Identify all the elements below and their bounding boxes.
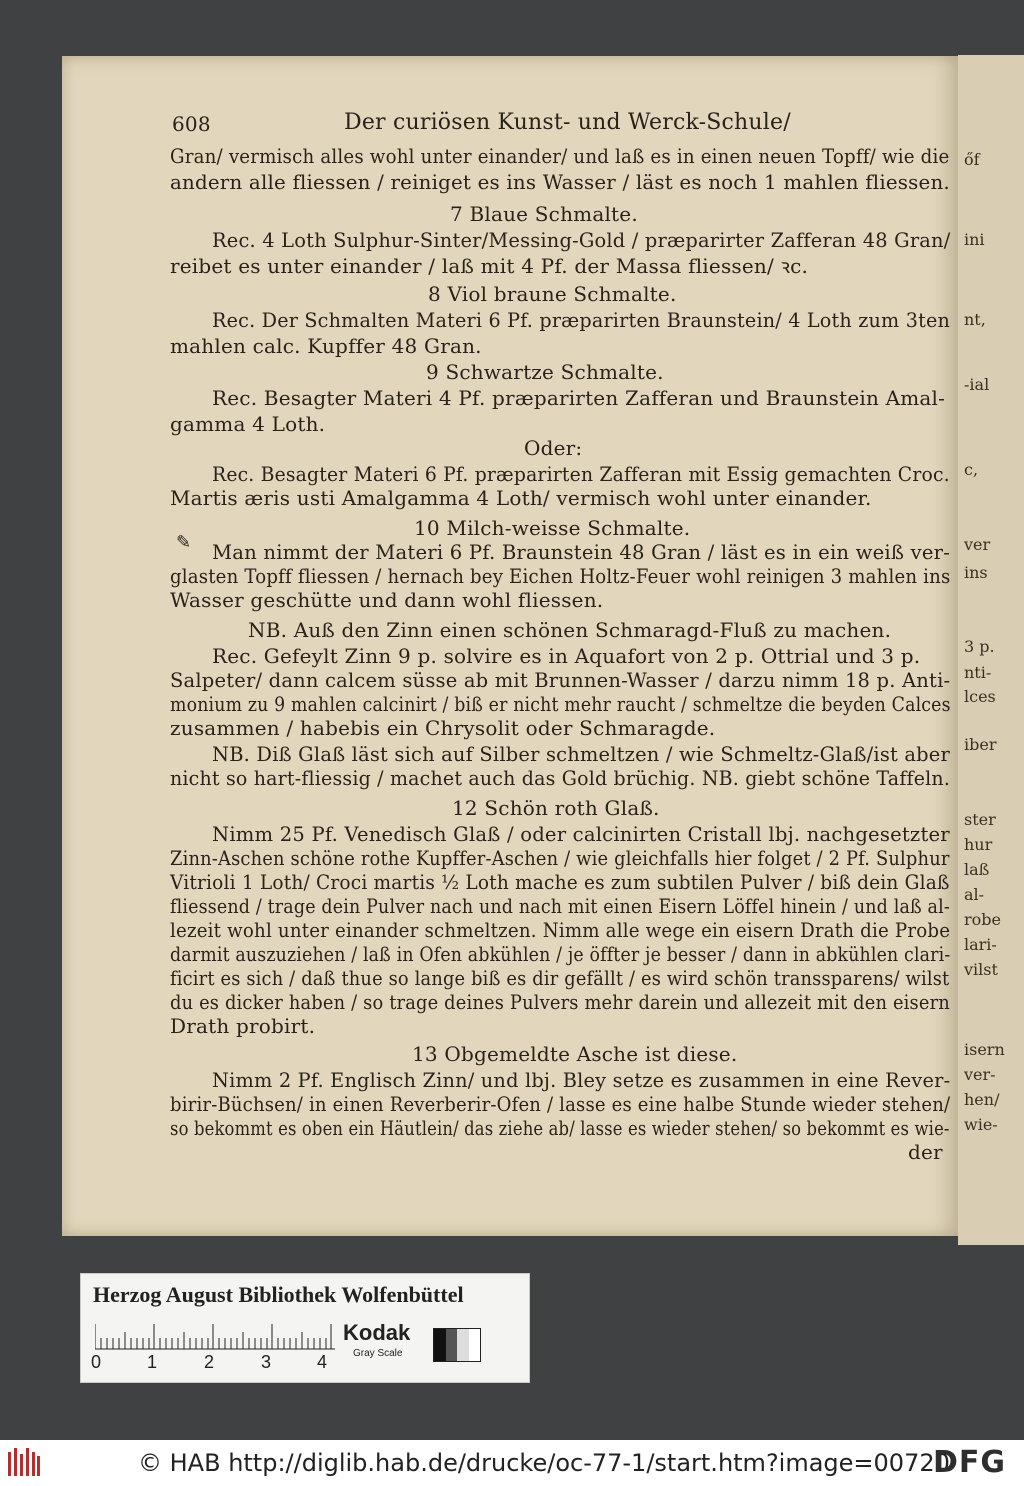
library-name: Herzog August Bibliothek Wolfenbüttel <box>93 1282 464 1307</box>
facing-page-fragment: iber <box>964 735 997 754</box>
facing-page-edge <box>958 55 1024 1245</box>
facing-page-fragment: hen/ <box>964 1090 1000 1109</box>
text-line: ficirt es sich / daß thue so lange biß es dir gefällt / es wird schön transsparens/ wilst <box>170 966 950 990</box>
text-line: Drath probirt. <box>170 1014 316 1038</box>
text-line: Rec. Der Schmalten Materi 6 Pf. præparirten Braunstein/ 4 Loth zum 3ten <box>212 308 951 332</box>
text-line: monium zu 9 mahlen calcinirt / biß er nicht mehr raucht / schmeltze die beyden Calces <box>170 692 951 716</box>
text-line: Wasser geschütte und dann wohl fliessen. <box>170 588 604 612</box>
facing-page-fragment: ster <box>964 810 996 829</box>
section-heading: 10 Milch-weisse Schmalte. <box>414 516 691 540</box>
facing-page-fragment: vilst <box>964 960 998 979</box>
text-line: reibet es unter einander / laß mit 4 Pf. der Massa fliessen/ ꝛc. <box>170 254 809 278</box>
text-line: Nimm 2 Pf. Englisch Zinn/ und lbj. Bley setze es zusammen in eine Rever- <box>212 1068 951 1092</box>
kodak-brand: Kodak <box>343 1320 411 1345</box>
text-line: Man nimmt der Materi 6 Pf. Braunstein 48 Gran / läst es in ein weiß ver- <box>212 540 951 564</box>
ruler-number: 1 <box>147 1352 158 1372</box>
text-line: Salpeter/ dann calcem süsse ab mit Brunnen-Wasser / darzu nimm 18 p. Anti- <box>170 668 951 692</box>
section-heading: 8 Viol braune Schmalte. <box>428 282 677 306</box>
text-line: Rec. Besagter Materi 6 Pf. præparirten Zafferan mit Essig gemachten Croc. <box>212 462 950 486</box>
text-line: Rec. Besagter Materi 4 Pf. præparirten Zafferan und Braunstein Amal- <box>212 386 946 410</box>
text-line: Zinn-Aschen schöne rothe Kupffer-Aschen / wie gleichfalls hier folget / 2 Pf. Sulphur <box>170 846 950 870</box>
hab-logo-icon <box>6 1446 42 1480</box>
copyright-url[interactable]: © HAB http://diglib.hab.de/drucke/oc-77-1/start.htm?image=00720 <box>138 1449 950 1477</box>
text-line: NB. Diß Glaß läst sich auf Silber schmeltzen / wie Schmeltz-Glaß/ist aber <box>212 742 950 766</box>
text-line: Rec. Gefeylt Zinn 9 p. solvire es in Aquafort von 2 p. Ottrial und 3 p. <box>212 644 921 668</box>
facing-page-fragment: őf <box>964 150 980 169</box>
catchword: der <box>908 1140 943 1164</box>
ruler-number: 0 <box>91 1352 102 1372</box>
facing-page-fragment: lces <box>964 687 996 706</box>
text-line: nicht so hart-fliessig / machet auch das Gold brüchig. NB. giebt schöne Taffeln. <box>170 766 951 790</box>
facing-page-fragment: isern <box>964 1040 1005 1059</box>
text-line: fliessend / trage dein Pulver nach und nach mit einen Eisern Löffel hinein / und laß al- <box>170 894 950 918</box>
facing-page-fragment: robe <box>964 910 1001 929</box>
text-line: Gran/ vermisch alles wohl unter einander/ und laß es in einen neuen Topff/ wie die <box>170 144 950 168</box>
running-head: Der curiösen Kunst- und Werck-Schule/ <box>344 110 791 135</box>
footer-bar <box>0 1440 1024 1486</box>
gray-scale-caption: Gray Scale <box>353 1348 403 1359</box>
text-line: zusammen / habebis ein Chrysolit oder Schmaragde. <box>170 716 716 740</box>
facing-page-fragment: nt, <box>964 310 986 329</box>
facing-page-fragment: laß <box>964 860 990 879</box>
ruler-number: 2 <box>204 1352 215 1372</box>
facing-page-fragment: ins <box>964 563 988 582</box>
page-number: 608 <box>172 112 211 136</box>
text-line: Vitrioli 1 Loth/ Croci martis ½ Loth mache es zum subtilen Pulver / biß dein Glaß <box>170 870 950 894</box>
section-heading: Oder: <box>524 436 583 460</box>
facing-page-fragment: nti- <box>964 663 992 682</box>
section-heading: NB. Auß den Zinn einen schönen Schmaragd-Fluß zu machen. <box>248 618 892 642</box>
section-heading: 12 Schön roth Glaß. <box>452 796 660 820</box>
text-line: gamma 4 Loth. <box>170 412 326 436</box>
facing-page-fragment: -ial <box>964 375 990 394</box>
text-line: Rec. 4 Loth Sulphur-Sinter/Messing-Gold / præparirter Zafferan 48 Gran/ <box>212 228 951 252</box>
library-color-chart-label <box>80 1273 530 1383</box>
facing-page-fragment: lari- <box>964 935 997 954</box>
gray-scale-swatch <box>433 1328 481 1362</box>
text-line: so bekommt es oben ein Häutlein/ das ziehe ab/ lasse es wieder stehen/ so bekommt es wie- <box>170 1116 950 1140</box>
dfg-logo: DFG <box>933 1445 1007 1480</box>
text-line: andern alle fliessen / reiniget es ins Wasser / läst es noch 1 mahlen fliessen. <box>170 170 950 194</box>
text-line: lezeit wohl unter einander schmeltzen. Nimm alle wege ein eisern Drath die Probe <box>170 918 951 942</box>
facing-page-fragment: wie- <box>964 1115 998 1134</box>
text-line: birir-Büchsen/ in einen Reverberir-Ofen / lasse es eine halbe Stunde wieder stehen/ <box>170 1092 951 1116</box>
facing-page-fragment: ini <box>964 230 985 249</box>
book-page <box>62 56 958 1236</box>
facing-page-fragment: 3 p. <box>964 637 995 656</box>
text-line: du es dicker haben / so trage deines Pulvers mehr darein und allezeit mit den eisern <box>170 990 950 1014</box>
section-heading: 7 Blaue Schmalte. <box>450 202 638 226</box>
facing-page-fragment: ver- <box>964 1065 996 1084</box>
text-line: darmit auszuziehen / laß in Ofen abkühlen / je öffter je besser / dann in abkühlen clari- <box>170 942 951 966</box>
facing-page-fragment: al- <box>964 885 985 904</box>
text-line: mahlen calc. Kupffer 48 Gran. <box>170 334 482 358</box>
facing-page-fragment: hur <box>964 835 993 854</box>
text-line: Martis æris usti Amalgamma 4 Loth/ vermisch wohl unter einander. <box>170 486 872 510</box>
section-heading: 9 Schwartze Schmalte. <box>426 360 664 384</box>
ink-mark-icon: ✎ <box>176 532 192 553</box>
ruler-number: 3 <box>261 1352 272 1372</box>
facing-page-fragment: c, <box>964 460 979 479</box>
text-line: Nimm 25 Pf. Venedisch Glaß / oder calcinirten Cristall lbj. nachgesetzter <box>212 822 950 846</box>
ruler-number: 4 <box>317 1352 328 1372</box>
text-line: glasten Topff fliessen / hernach bey Eichen Holtz-Feuer wohl reinigen 3 mahlen ins <box>170 564 951 588</box>
section-heading: 13 Obgemeldte Asche ist diese. <box>412 1042 738 1066</box>
ruler-scale-icon <box>95 1324 335 1350</box>
facing-page-fragment: ver <box>964 535 991 554</box>
